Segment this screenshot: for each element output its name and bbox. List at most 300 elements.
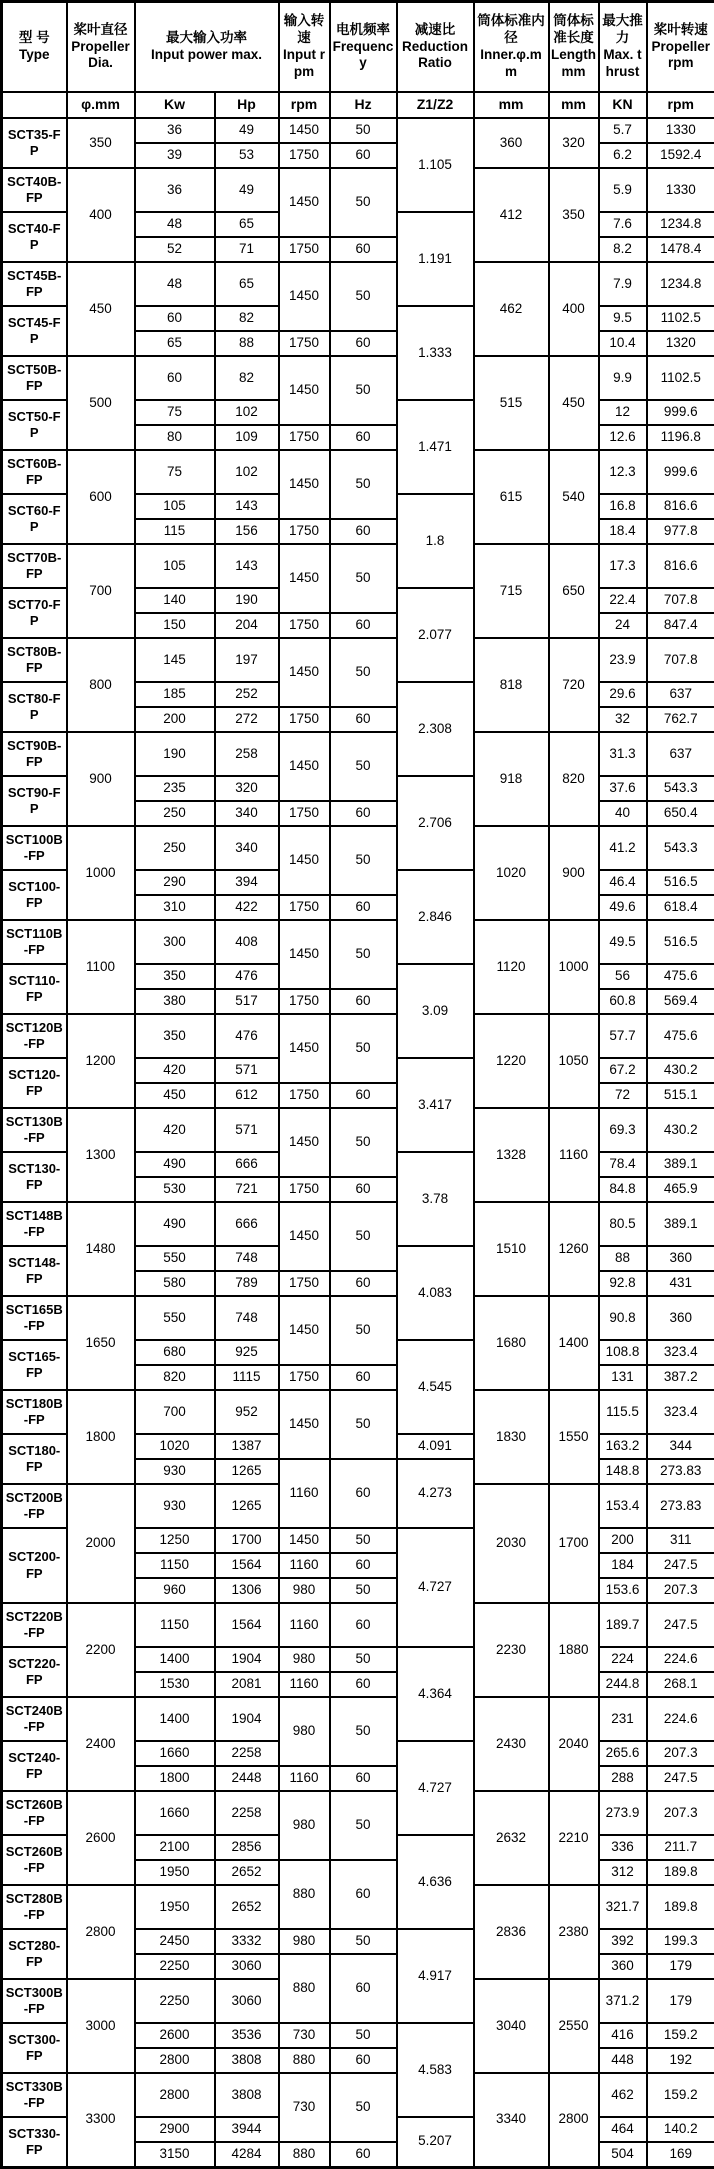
data-cell: 60 bbox=[330, 613, 397, 638]
data-cell: 4.727 bbox=[397, 1741, 474, 1835]
data-cell: 75 bbox=[135, 400, 215, 425]
data-cell: 762.7 bbox=[647, 707, 714, 732]
data-cell: 2632 bbox=[474, 1791, 549, 1885]
data-cell: 1592.4 bbox=[647, 143, 714, 168]
model-type-cell: SCT180-FP bbox=[2, 1434, 67, 1484]
data-cell: 231 bbox=[599, 1697, 647, 1741]
data-cell: 115 bbox=[135, 519, 215, 544]
data-cell: 1450 bbox=[279, 356, 330, 425]
data-cell: 88 bbox=[599, 1246, 647, 1271]
data-cell: 350 bbox=[135, 964, 215, 989]
data-cell: 265.6 bbox=[599, 1741, 647, 1766]
data-cell: 1750 bbox=[279, 237, 330, 262]
data-cell: 88 bbox=[215, 331, 279, 356]
model-type-cell: SCT330-FP bbox=[2, 2117, 67, 2167]
data-cell: 465.9 bbox=[647, 1177, 714, 1202]
data-cell: 48 bbox=[135, 212, 215, 237]
data-cell: 1564 bbox=[215, 1603, 279, 1647]
data-cell: 115.5 bbox=[599, 1390, 647, 1434]
data-cell: 360 bbox=[599, 1954, 647, 1979]
model-type-cell: SCT90B-FP bbox=[2, 732, 67, 776]
data-cell: 48 bbox=[135, 262, 215, 306]
data-cell: 1750 bbox=[279, 895, 330, 920]
model-type-cell: SCT45B-FP bbox=[2, 262, 67, 306]
data-cell: 880 bbox=[279, 2048, 330, 2073]
table-header bbox=[2, 2, 714, 119]
data-cell: 12.3 bbox=[599, 450, 647, 494]
table-row bbox=[2, 1603, 714, 1647]
data-cell: 80 bbox=[135, 425, 215, 450]
data-cell: 721 bbox=[215, 1177, 279, 1202]
data-cell: 3808 bbox=[215, 2073, 279, 2117]
unit-hp: Hp bbox=[215, 92, 279, 118]
data-cell: 3.417 bbox=[397, 1058, 474, 1152]
data-cell: 8.2 bbox=[599, 237, 647, 262]
data-cell: 371.2 bbox=[599, 1979, 647, 2023]
data-cell: 900 bbox=[549, 826, 599, 920]
data-cell: 312 bbox=[599, 1860, 647, 1885]
data-cell: 80.5 bbox=[599, 1202, 647, 1246]
data-cell: 200 bbox=[599, 1528, 647, 1553]
data-cell: 637 bbox=[647, 682, 714, 707]
data-cell: 1830 bbox=[474, 1390, 549, 1484]
data-cell: 143 bbox=[215, 544, 279, 588]
data-cell: 273.83 bbox=[647, 1484, 714, 1528]
data-cell: 53 bbox=[215, 143, 279, 168]
data-cell: 60 bbox=[330, 1083, 397, 1108]
data-cell: 2836 bbox=[474, 1885, 549, 1979]
data-cell: 1220 bbox=[474, 1014, 549, 1108]
data-cell: 199.3 bbox=[647, 1929, 714, 1954]
col-header-reduction-ratio bbox=[397, 2, 474, 93]
data-cell: 1750 bbox=[279, 707, 330, 732]
model-type-cell: SCT120-FP bbox=[2, 1058, 67, 1108]
data-cell: 431 bbox=[647, 1271, 714, 1296]
data-cell: 980 bbox=[279, 1791, 330, 1860]
data-cell: 105 bbox=[135, 494, 215, 519]
model-type-cell: SCT148B-FP bbox=[2, 1202, 67, 1246]
data-cell: 700 bbox=[135, 1390, 215, 1434]
model-type-cell: SCT200-FP bbox=[2, 1528, 67, 1603]
data-cell: 179 bbox=[647, 1954, 714, 1979]
data-cell: 189.8 bbox=[647, 1885, 714, 1929]
data-cell: 800 bbox=[67, 638, 135, 732]
data-cell: 1478.4 bbox=[647, 237, 714, 262]
data-cell: 408 bbox=[215, 920, 279, 964]
data-cell: 1480 bbox=[67, 1202, 135, 1296]
data-cell: 65 bbox=[135, 331, 215, 356]
data-cell: 2258 bbox=[215, 1741, 279, 1766]
data-cell: 5.9 bbox=[599, 168, 647, 212]
col-header-input-rpm-en: Input rpm bbox=[281, 47, 328, 81]
data-cell: 3536 bbox=[215, 2023, 279, 2048]
data-cell: 1450 bbox=[279, 262, 330, 331]
model-type-cell: SCT300-FP bbox=[2, 2023, 67, 2073]
data-cell: 150 bbox=[135, 613, 215, 638]
data-cell: 2.308 bbox=[397, 682, 474, 776]
data-cell: 184 bbox=[599, 1553, 647, 1578]
data-cell: 60 bbox=[330, 1954, 397, 2023]
col-header-propeller-rpm-en: Propeller rpm bbox=[649, 39, 714, 73]
data-cell: 60.8 bbox=[599, 989, 647, 1014]
data-cell: 50 bbox=[330, 1390, 397, 1459]
data-cell: 321.7 bbox=[599, 1885, 647, 1929]
data-cell: 1.8 bbox=[397, 494, 474, 588]
data-cell: 422 bbox=[215, 895, 279, 920]
data-cell: 448 bbox=[599, 2048, 647, 2073]
data-cell: 1020 bbox=[135, 1434, 215, 1459]
data-cell: 3340 bbox=[474, 2073, 549, 2167]
table-row bbox=[2, 920, 714, 964]
model-type-cell: SCT40-FP bbox=[2, 212, 67, 262]
col-header-reduction-ratio-en: Reduction Ratio bbox=[399, 39, 472, 73]
table-row bbox=[2, 732, 714, 776]
table-row bbox=[2, 1202, 714, 1246]
col-header-type-zh: 型 号 bbox=[4, 30, 65, 47]
data-cell: 190 bbox=[215, 588, 279, 613]
data-cell: 1000 bbox=[67, 826, 135, 920]
data-cell: 60 bbox=[330, 519, 397, 544]
data-cell: 490 bbox=[135, 1152, 215, 1177]
data-cell: 159.2 bbox=[647, 2023, 714, 2048]
data-cell: 1300 bbox=[67, 1108, 135, 1202]
model-type-cell: SCT165B-FP bbox=[2, 1296, 67, 1340]
data-cell: 102 bbox=[215, 400, 279, 425]
data-cell: 720 bbox=[549, 638, 599, 732]
data-cell: 50 bbox=[330, 450, 397, 519]
data-cell: 320 bbox=[215, 776, 279, 801]
data-cell: 515.1 bbox=[647, 1083, 714, 1108]
data-cell: 50 bbox=[330, 1108, 397, 1177]
data-cell: 1400 bbox=[549, 1296, 599, 1390]
data-cell: 60 bbox=[330, 1603, 397, 1647]
data-cell: 789 bbox=[215, 1271, 279, 1296]
data-cell: 1450 bbox=[279, 1202, 330, 1271]
data-cell: 530 bbox=[135, 1177, 215, 1202]
data-cell: 252 bbox=[215, 682, 279, 707]
header-row-units bbox=[2, 92, 714, 118]
data-cell: 60 bbox=[330, 1271, 397, 1296]
data-cell: 60 bbox=[330, 1672, 397, 1697]
model-type-cell: SCT35-FP bbox=[2, 118, 67, 168]
data-cell: 60 bbox=[330, 237, 397, 262]
data-cell: 3150 bbox=[135, 2142, 215, 2167]
data-cell: 57.7 bbox=[599, 1014, 647, 1058]
data-cell: 1450 bbox=[279, 1528, 330, 1553]
data-cell: 1.333 bbox=[397, 306, 474, 400]
data-cell: 730 bbox=[279, 2023, 330, 2048]
data-cell: 1450 bbox=[279, 826, 330, 895]
data-cell: 2856 bbox=[215, 1835, 279, 1860]
col-header-inner-dia-en: Inner.φ.mm bbox=[476, 47, 547, 81]
data-cell: 60 bbox=[330, 1766, 397, 1791]
data-cell: 23.9 bbox=[599, 638, 647, 682]
data-cell: 2100 bbox=[135, 1835, 215, 1860]
data-cell: 462 bbox=[599, 2073, 647, 2117]
data-cell: 145 bbox=[135, 638, 215, 682]
data-cell: 50 bbox=[330, 356, 397, 425]
data-cell: 918 bbox=[474, 732, 549, 826]
data-cell: 300 bbox=[135, 920, 215, 964]
data-cell: 50 bbox=[330, 1697, 397, 1766]
data-cell: 666 bbox=[215, 1152, 279, 1177]
data-cell: 4.545 bbox=[397, 1340, 474, 1434]
data-cell: 1102.5 bbox=[647, 306, 714, 331]
data-cell: 1750 bbox=[279, 613, 330, 638]
data-cell: 1950 bbox=[135, 1885, 215, 1929]
data-cell: 550 bbox=[135, 1246, 215, 1271]
data-cell: 392 bbox=[599, 1929, 647, 1954]
unit-length-mm: mm bbox=[549, 92, 599, 118]
model-type-cell: SCT260B-FP bbox=[2, 1791, 67, 1835]
data-cell: 10.4 bbox=[599, 331, 647, 356]
col-header-length bbox=[549, 2, 599, 93]
model-type-cell: SCT110B-FP bbox=[2, 920, 67, 964]
data-cell: 2230 bbox=[474, 1603, 549, 1697]
data-cell: 5.7 bbox=[599, 118, 647, 143]
data-cell: 980 bbox=[279, 1647, 330, 1672]
data-cell: 1150 bbox=[135, 1553, 215, 1578]
data-cell: 350 bbox=[67, 118, 135, 168]
data-cell: 430.2 bbox=[647, 1058, 714, 1083]
data-cell: 140.2 bbox=[647, 2117, 714, 2142]
model-type-cell: SCT110-FP bbox=[2, 964, 67, 1014]
data-cell: 400 bbox=[67, 168, 135, 262]
data-cell: 2081 bbox=[215, 1672, 279, 1697]
unit-dia: φ.mm bbox=[67, 92, 135, 118]
data-cell: 540 bbox=[549, 450, 599, 544]
model-type-cell: SCT300B-FP bbox=[2, 1979, 67, 2023]
model-type-cell: SCT330B-FP bbox=[2, 2073, 67, 2117]
data-cell: 2.846 bbox=[397, 870, 474, 964]
unit-kn: KN bbox=[599, 92, 647, 118]
data-cell: 1330 bbox=[647, 168, 714, 212]
data-cell: 143 bbox=[215, 494, 279, 519]
data-cell: 50 bbox=[330, 1296, 397, 1365]
model-type-cell: SCT120B-FP bbox=[2, 1014, 67, 1058]
data-cell: 2800 bbox=[135, 2073, 215, 2117]
data-cell: 12.6 bbox=[599, 425, 647, 450]
data-cell: 2030 bbox=[474, 1484, 549, 1603]
data-cell: 666 bbox=[215, 1202, 279, 1246]
data-cell: 550 bbox=[135, 1296, 215, 1340]
data-cell: 748 bbox=[215, 1296, 279, 1340]
data-cell: 1200 bbox=[67, 1014, 135, 1108]
data-cell: 60 bbox=[330, 1553, 397, 1578]
col-header-frequency-en: Frequency bbox=[332, 39, 395, 73]
data-cell: 244.8 bbox=[599, 1672, 647, 1697]
data-cell: 1950 bbox=[135, 1860, 215, 1885]
table-body bbox=[2, 118, 714, 2167]
data-cell: 148.8 bbox=[599, 1459, 647, 1484]
data-cell: 163.2 bbox=[599, 1434, 647, 1459]
data-cell: 140 bbox=[135, 588, 215, 613]
data-cell: 517 bbox=[215, 989, 279, 1014]
data-cell: 179 bbox=[647, 1979, 714, 2023]
col-header-frequency-zh: 电机频率 bbox=[332, 22, 395, 39]
model-type-cell: SCT70B-FP bbox=[2, 544, 67, 588]
model-type-cell: SCT130-FP bbox=[2, 1152, 67, 1202]
data-cell: 900 bbox=[67, 732, 135, 826]
col-header-frequency bbox=[330, 2, 397, 93]
model-type-cell: SCT220-FP bbox=[2, 1647, 67, 1697]
data-cell: 323.4 bbox=[647, 1390, 714, 1434]
data-cell: 450 bbox=[549, 356, 599, 450]
data-cell: 1150 bbox=[135, 1603, 215, 1647]
data-cell: 980 bbox=[279, 1578, 330, 1603]
data-cell: 1160 bbox=[279, 1553, 330, 1578]
data-cell: 56 bbox=[599, 964, 647, 989]
data-cell: 350 bbox=[549, 168, 599, 262]
data-cell: 476 bbox=[215, 1014, 279, 1058]
data-cell: 131 bbox=[599, 1365, 647, 1390]
data-cell: 60 bbox=[330, 2142, 397, 2167]
data-cell: 1750 bbox=[279, 1365, 330, 1390]
data-cell: 1450 bbox=[279, 1296, 330, 1365]
data-cell: 60 bbox=[330, 1365, 397, 1390]
data-cell: 207.3 bbox=[647, 1741, 714, 1766]
data-cell: 71 bbox=[215, 237, 279, 262]
data-cell: 290 bbox=[135, 870, 215, 895]
data-cell: 50 bbox=[330, 920, 397, 989]
data-cell: 32 bbox=[599, 707, 647, 732]
data-cell: 1260 bbox=[549, 1202, 599, 1296]
data-cell: 4284 bbox=[215, 2142, 279, 2167]
data-cell: 1115 bbox=[215, 1365, 279, 1390]
data-cell: 69.3 bbox=[599, 1108, 647, 1152]
table-row bbox=[2, 1697, 714, 1741]
data-cell: 340 bbox=[215, 801, 279, 826]
data-cell: 3.78 bbox=[397, 1152, 474, 1246]
col-header-input-power-zh: 最大输入功率 bbox=[137, 30, 277, 47]
data-cell: 680 bbox=[135, 1340, 215, 1365]
data-cell: 1020 bbox=[474, 826, 549, 920]
data-cell: 1650 bbox=[67, 1296, 135, 1390]
data-cell: 31.3 bbox=[599, 732, 647, 776]
table-row bbox=[2, 1108, 714, 1152]
data-cell: 36 bbox=[135, 118, 215, 143]
data-cell: 400 bbox=[549, 262, 599, 356]
data-cell: 1000 bbox=[549, 920, 599, 1014]
data-cell: 4.583 bbox=[397, 2023, 474, 2117]
data-cell: 185 bbox=[135, 682, 215, 707]
data-cell: 36 bbox=[135, 168, 215, 212]
table-row bbox=[2, 262, 714, 306]
data-cell: 416 bbox=[599, 2023, 647, 2048]
data-cell: 12 bbox=[599, 400, 647, 425]
table-row bbox=[2, 826, 714, 870]
data-cell: 1387 bbox=[215, 1434, 279, 1459]
data-cell: 50 bbox=[330, 1647, 397, 1672]
data-cell: 1800 bbox=[135, 1766, 215, 1791]
data-cell: 2800 bbox=[135, 2048, 215, 2073]
data-cell: 580 bbox=[135, 1271, 215, 1296]
model-type-cell: SCT60-FP bbox=[2, 494, 67, 544]
data-cell: 1750 bbox=[279, 989, 330, 1014]
unit-kw: Kw bbox=[135, 92, 215, 118]
data-cell: 999.6 bbox=[647, 450, 714, 494]
model-type-cell: SCT148-FP bbox=[2, 1246, 67, 1296]
data-cell: 1160 bbox=[279, 1459, 330, 1528]
table-row bbox=[2, 2073, 714, 2117]
data-cell: 3000 bbox=[67, 1979, 135, 2073]
col-header-propeller-dia-en: Propeller Dia. bbox=[69, 39, 133, 73]
data-cell: 5.207 bbox=[397, 2117, 474, 2167]
data-cell: 1160 bbox=[279, 1603, 330, 1647]
model-type-cell: SCT130B-FP bbox=[2, 1108, 67, 1152]
data-cell: 92.8 bbox=[599, 1271, 647, 1296]
data-cell: 189.8 bbox=[647, 1860, 714, 1885]
data-cell: 49.6 bbox=[599, 895, 647, 920]
data-cell: 4.364 bbox=[397, 1647, 474, 1741]
data-cell: 50 bbox=[330, 1528, 397, 1553]
data-cell: 930 bbox=[135, 1459, 215, 1484]
data-cell: 1100 bbox=[67, 920, 135, 1014]
data-cell: 49 bbox=[215, 168, 279, 212]
data-cell: 600 bbox=[67, 450, 135, 544]
data-cell: 4.727 bbox=[397, 1528, 474, 1647]
model-type-cell: SCT80-FP bbox=[2, 682, 67, 732]
model-type-cell: SCT280B-FP bbox=[2, 1885, 67, 1929]
data-cell: 17.3 bbox=[599, 544, 647, 588]
data-cell: 190 bbox=[135, 732, 215, 776]
unit-ratio: Z1/Z2 bbox=[397, 92, 474, 118]
data-cell: 818 bbox=[474, 638, 549, 732]
data-cell: 925 bbox=[215, 1340, 279, 1365]
data-cell: 60 bbox=[330, 1860, 397, 1929]
model-type-cell: SCT100B-FP bbox=[2, 826, 67, 870]
model-type-cell: SCT180B-FP bbox=[2, 1390, 67, 1434]
data-cell: 2040 bbox=[549, 1697, 599, 1791]
data-cell: 50 bbox=[330, 168, 397, 237]
data-cell: 2600 bbox=[67, 1791, 135, 1885]
data-cell: 189.7 bbox=[599, 1603, 647, 1647]
data-cell: 4.091 bbox=[397, 1434, 474, 1459]
col-header-input-power-en: Input power max. bbox=[137, 47, 277, 64]
data-cell: 880 bbox=[279, 1954, 330, 2023]
data-cell: 18.4 bbox=[599, 519, 647, 544]
data-cell: 389.1 bbox=[647, 1152, 714, 1177]
data-cell: 102 bbox=[215, 450, 279, 494]
data-cell: 3060 bbox=[215, 1979, 279, 2023]
data-cell: 344 bbox=[647, 1434, 714, 1459]
col-header-inner-dia-zh: 筒体标准内径 bbox=[476, 13, 547, 47]
model-type-cell: SCT220B-FP bbox=[2, 1603, 67, 1647]
col-header-type-en: Type bbox=[4, 47, 65, 64]
data-cell: 420 bbox=[135, 1058, 215, 1083]
data-cell: 50 bbox=[330, 732, 397, 801]
data-cell: 2200 bbox=[67, 1603, 135, 1697]
data-cell: 50 bbox=[330, 262, 397, 331]
data-cell: 1330 bbox=[647, 118, 714, 143]
data-cell: 75 bbox=[135, 450, 215, 494]
data-cell: 360 bbox=[647, 1246, 714, 1271]
data-cell: 60 bbox=[330, 425, 397, 450]
data-cell: 820 bbox=[549, 732, 599, 826]
data-cell: 1750 bbox=[279, 1083, 330, 1108]
data-cell: 1.471 bbox=[397, 400, 474, 494]
data-cell: 247.5 bbox=[647, 1553, 714, 1578]
model-type-cell: SCT70-FP bbox=[2, 588, 67, 638]
data-cell: 420 bbox=[135, 1108, 215, 1152]
data-cell: 1234.8 bbox=[647, 212, 714, 237]
data-cell: 2900 bbox=[135, 2117, 215, 2142]
data-cell: 2430 bbox=[474, 1697, 549, 1791]
data-cell: 272 bbox=[215, 707, 279, 732]
data-cell: 82 bbox=[215, 306, 279, 331]
data-cell: 450 bbox=[67, 262, 135, 356]
data-cell: 247.5 bbox=[647, 1603, 714, 1647]
